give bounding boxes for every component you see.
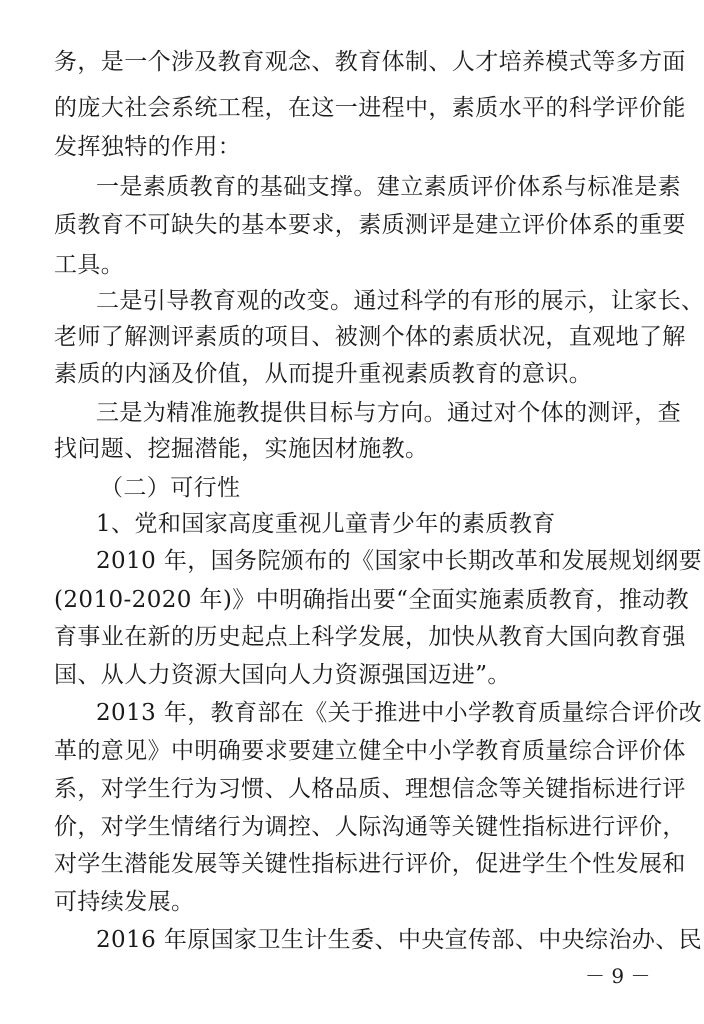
paragraph-first-line: 三是为精准施教提供目标与方向。通过对个体的测评，查	[96, 400, 681, 426]
body-text-line: 价，对学生情绪行为调控、人际沟通等关键性指标进行评价，	[54, 814, 686, 840]
body-text-line: 素质的内涵及价值，从而提升重视素质教育的意识。	[54, 361, 593, 387]
body-text-line: 老师了解测评素质的项目、被测个体的素质状况，直观地了解	[54, 324, 686, 350]
body-text-line: (2010-2020 年)》中明确指出要“全面实施素质教育，推动教	[54, 587, 690, 613]
paragraph-first-line: 2016 年原国家卫生计生委、中央宣传部、中央综治办、民	[96, 927, 703, 953]
section-subheading: （二）可行性	[100, 475, 241, 501]
body-text-line: 工具。	[54, 252, 125, 278]
paragraph-first-line: 二是引导教育观的改变。通过科学的有形的展示，让家长、	[96, 288, 704, 314]
page-number: － 9 －	[585, 964, 651, 988]
paragraph-first-line: 2010 年，国务院颁布的《国家中长期改革和发展规划纲要	[96, 548, 703, 574]
body-text-line: 发挥独特的作用：	[54, 134, 242, 160]
body-text-line: 可持续发展。	[54, 889, 195, 915]
body-text-line: 系，对学生行为习惯、人格品质、理想信念等关键指标进行评	[54, 776, 686, 802]
body-text-line: 务，是一个涉及教育观念、教育体制、人才培养模式等多方面	[54, 49, 686, 75]
numbered-heading: 1、党和国家高度重视儿童青少年的素质教育	[96, 511, 556, 537]
paragraph-first-line: 一是素质教育的基础支撑。建立素质评价体系与标准是素	[96, 174, 681, 200]
body-text-line: 质教育不可缺失的基本要求，素质测评是建立评价体系的重要	[54, 212, 686, 238]
paragraph-first-line: 2013 年，教育部在《关于推进中小学教育质量综合评价改	[96, 700, 703, 726]
body-text-line: 找问题、挖掘潜能，实施因材施教。	[54, 436, 429, 462]
body-text-line: 的庞大社会系统工程，在这一进程中，素质水平的科学评价能	[54, 95, 686, 121]
body-text-line: 育事业在新的历史起点上科学发展，加快从教育大国向教育强	[54, 624, 686, 650]
body-text-line: 国、从人力资源大国向人力资源强国迈进”。	[54, 662, 511, 688]
body-text-line: 对学生潜能发展等关键性指标进行评价，促进学生个性发展和	[54, 851, 686, 877]
body-text-line: 革的意见》中明确要求要建立健全中小学教育质量综合评价体	[54, 738, 686, 764]
